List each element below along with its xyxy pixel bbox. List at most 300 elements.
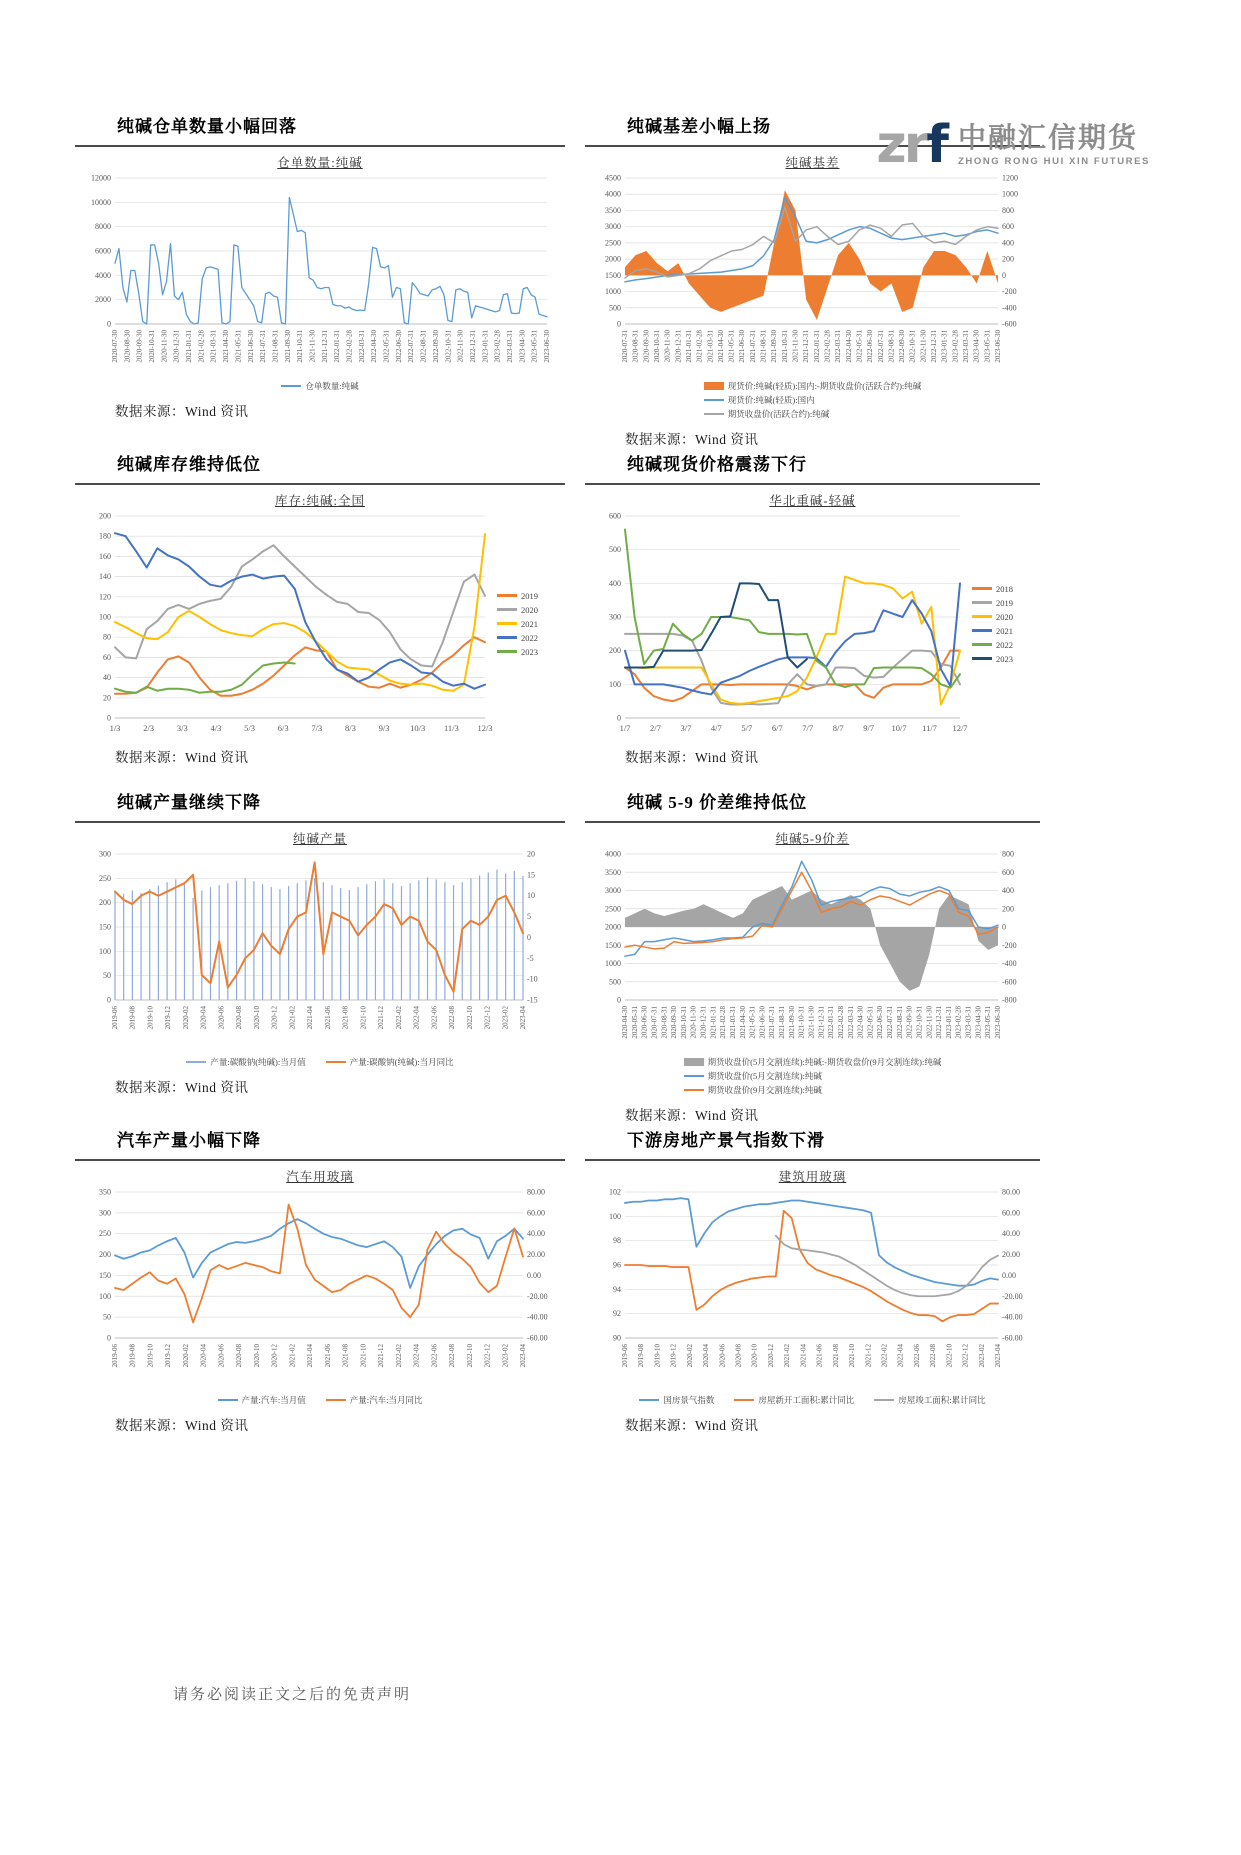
legend-swatch-icon bbox=[497, 608, 517, 611]
chart-spot-price bbox=[585, 491, 1040, 738]
svg-text:2021-05-31: 2021-05-31 bbox=[748, 1006, 757, 1039]
svg-text:2020-12-31: 2020-12-31 bbox=[699, 1006, 708, 1039]
legend-item bbox=[972, 640, 1030, 650]
svg-text:6000: 6000 bbox=[95, 246, 111, 256]
legend-label: 期货收盘价(活跃合约):纯碱 bbox=[727, 409, 830, 419]
svg-text:2022-01-31: 2022-01-31 bbox=[812, 330, 821, 363]
svg-text:6/3: 6/3 bbox=[277, 723, 289, 733]
svg-text:2023-02-28: 2023-02-28 bbox=[954, 1006, 963, 1039]
svg-text:2020-07-31: 2020-07-31 bbox=[650, 1006, 659, 1039]
legend-swatch-icon bbox=[704, 399, 724, 402]
svg-text:2019-12: 2019-12 bbox=[164, 1006, 173, 1030]
legend-swatch-icon bbox=[704, 382, 724, 390]
legend-swatch-icon bbox=[186, 1061, 206, 1064]
svg-text:2023-06-30: 2023-06-30 bbox=[994, 330, 1002, 363]
svg-text:2021-03-31: 2021-03-31 bbox=[728, 1006, 737, 1039]
chart-title: 库存:纯碱:全国 bbox=[275, 494, 365, 508]
legend-swatch-icon bbox=[972, 643, 992, 646]
chart-title: 纯碱5-9价差 bbox=[775, 832, 850, 846]
svg-text:-400: -400 bbox=[1002, 303, 1017, 313]
section-heading: 下游房地产景气指数下滑 bbox=[627, 1131, 825, 1150]
svg-text:11/7: 11/7 bbox=[922, 723, 937, 733]
svg-text:20: 20 bbox=[103, 693, 111, 703]
svg-text:2022-07-31: 2022-07-31 bbox=[886, 1006, 895, 1039]
chart-canvas bbox=[75, 1187, 559, 1392]
svg-text:2021-02-28: 2021-02-28 bbox=[719, 1006, 728, 1039]
svg-text:-600: -600 bbox=[1002, 977, 1017, 987]
chart-legend bbox=[585, 1394, 1040, 1406]
svg-text:200: 200 bbox=[1002, 904, 1014, 914]
svg-text:-60.00: -60.00 bbox=[1002, 1333, 1023, 1343]
svg-text:2021-11-30: 2021-11-30 bbox=[807, 1006, 816, 1039]
svg-text:300: 300 bbox=[99, 849, 111, 859]
svg-text:2022-06-30: 2022-06-30 bbox=[866, 330, 875, 363]
svg-text:2022-07-31: 2022-07-31 bbox=[407, 330, 416, 363]
svg-text:800: 800 bbox=[1002, 849, 1014, 859]
svg-text:2020-09-30: 2020-09-30 bbox=[670, 1006, 679, 1039]
legend-item bbox=[972, 654, 1030, 664]
svg-text:2020-05-31: 2020-05-31 bbox=[630, 1006, 639, 1039]
svg-text:-800: -800 bbox=[1002, 995, 1017, 1005]
svg-text:2021-09-30: 2021-09-30 bbox=[787, 1006, 796, 1039]
svg-text:2022-04-30: 2022-04-30 bbox=[370, 330, 379, 363]
svg-text:2021-05-31: 2021-05-31 bbox=[234, 330, 243, 363]
section-heading: 汽车产量小幅下降 bbox=[117, 1131, 261, 1150]
svg-text:2020-04: 2020-04 bbox=[702, 1344, 711, 1368]
legend-swatch-icon bbox=[972, 629, 992, 632]
svg-text:2021-06-30: 2021-06-30 bbox=[738, 330, 747, 363]
legend-swatch-icon bbox=[639, 1399, 659, 1402]
legend-item bbox=[684, 1056, 942, 1068]
svg-text:8000: 8000 bbox=[95, 222, 111, 232]
svg-text:2022-05-31: 2022-05-31 bbox=[855, 330, 864, 363]
svg-text:100: 100 bbox=[99, 1291, 111, 1301]
svg-text:3500: 3500 bbox=[605, 205, 621, 215]
svg-text:50: 50 bbox=[103, 1312, 111, 1322]
svg-text:2022-10: 2022-10 bbox=[465, 1006, 474, 1030]
svg-text:2023-04: 2023-04 bbox=[519, 1006, 527, 1030]
svg-text:2021-01-31: 2021-01-31 bbox=[684, 330, 693, 363]
svg-text:2021-02: 2021-02 bbox=[783, 1344, 792, 1368]
svg-text:2020-04: 2020-04 bbox=[199, 1006, 208, 1030]
section-5-9-spread bbox=[585, 776, 1040, 1123]
divider bbox=[585, 1159, 1040, 1161]
svg-text:8/3: 8/3 bbox=[345, 723, 356, 733]
svg-text:100: 100 bbox=[609, 679, 621, 689]
svg-text:2020-12-31: 2020-12-31 bbox=[674, 330, 683, 363]
svg-text:2021-11-30: 2021-11-30 bbox=[308, 330, 317, 363]
legend-swatch-icon bbox=[497, 594, 517, 597]
chart-canvas bbox=[75, 511, 497, 736]
svg-text:2021-12-31: 2021-12-31 bbox=[320, 330, 329, 363]
svg-text:60.00: 60.00 bbox=[527, 1208, 545, 1218]
legend-item bbox=[326, 1056, 454, 1068]
section-spot-price bbox=[585, 438, 1040, 776]
svg-text:2021-10-31: 2021-10-31 bbox=[780, 330, 789, 363]
chart-svg bbox=[75, 849, 559, 1054]
svg-text:2020-10-31: 2020-10-31 bbox=[148, 330, 157, 363]
svg-text:2020-06: 2020-06 bbox=[217, 1344, 226, 1368]
svg-text:3000: 3000 bbox=[605, 886, 621, 895]
svg-text:2023-03-31: 2023-03-31 bbox=[505, 330, 514, 363]
svg-text:2022-06-30: 2022-06-30 bbox=[394, 330, 403, 363]
section-heading: 纯碱现货价格震荡下行 bbox=[627, 455, 807, 474]
svg-text:2022-06: 2022-06 bbox=[430, 1006, 439, 1030]
svg-text:3500: 3500 bbox=[605, 867, 621, 877]
svg-text:2022-03-31: 2022-03-31 bbox=[846, 1006, 855, 1039]
svg-text:2019-08: 2019-08 bbox=[128, 1344, 137, 1368]
svg-text:0: 0 bbox=[617, 995, 621, 1005]
svg-text:2022-12-31: 2022-12-31 bbox=[935, 1006, 944, 1039]
legend-label: 2022 bbox=[521, 632, 538, 643]
svg-text:2023-06-30: 2023-06-30 bbox=[994, 1006, 1002, 1039]
svg-text:2022-11-30: 2022-11-30 bbox=[925, 1006, 934, 1039]
svg-text:2021-09-30: 2021-09-30 bbox=[770, 330, 779, 363]
svg-text:2023-02-28: 2023-02-28 bbox=[951, 330, 960, 363]
legend-item bbox=[684, 1070, 822, 1082]
data-source: 数据来源：Wind 资讯 bbox=[625, 432, 759, 447]
svg-text:4500: 4500 bbox=[605, 173, 621, 183]
svg-text:1/3: 1/3 bbox=[109, 723, 121, 733]
svg-text:2022-02-28: 2022-02-28 bbox=[345, 330, 354, 363]
chart-title: 纯碱产量 bbox=[292, 832, 347, 846]
legend-label: 产量:碳酸钠(纯碱):当月值 bbox=[210, 1057, 306, 1067]
svg-text:2022-02: 2022-02 bbox=[880, 1344, 889, 1368]
svg-text:2022-08: 2022-08 bbox=[448, 1006, 457, 1030]
svg-text:5/3: 5/3 bbox=[244, 723, 255, 733]
legend-label: 2021 bbox=[996, 625, 1013, 636]
logo-mark-icon bbox=[876, 115, 946, 175]
legend-item bbox=[186, 1056, 305, 1068]
chart-legend-right bbox=[972, 584, 1030, 664]
svg-text:2020-08: 2020-08 bbox=[235, 1344, 244, 1368]
svg-text:0: 0 bbox=[107, 713, 111, 723]
chart-warehouse-receipts bbox=[75, 153, 565, 392]
chart-legend-right bbox=[497, 591, 555, 657]
svg-text:250: 250 bbox=[99, 873, 111, 883]
charts-grid bbox=[75, 100, 1040, 1452]
legend-swatch-icon bbox=[734, 1399, 754, 1402]
svg-text:2021-07-31: 2021-07-31 bbox=[259, 330, 268, 363]
svg-text:2021-04: 2021-04 bbox=[306, 1344, 315, 1368]
svg-text:2022-04: 2022-04 bbox=[412, 1344, 421, 1368]
svg-text:-400: -400 bbox=[1002, 959, 1017, 968]
svg-text:2022-01-31: 2022-01-31 bbox=[827, 1006, 836, 1039]
svg-text:2022-09-30: 2022-09-30 bbox=[431, 330, 440, 363]
svg-text:2023-05-31: 2023-05-31 bbox=[983, 330, 992, 363]
svg-text:2022-12-31: 2022-12-31 bbox=[930, 330, 939, 363]
svg-text:2022-12: 2022-12 bbox=[483, 1006, 492, 1030]
divider bbox=[75, 145, 565, 147]
chart-5-9-spread bbox=[585, 829, 1040, 1096]
legend-label: 产量:汽车:当月值 bbox=[241, 1395, 306, 1405]
svg-text:2021-07-31: 2021-07-31 bbox=[748, 330, 757, 363]
svg-text:2022-02: 2022-02 bbox=[394, 1344, 403, 1368]
section-warehouse-receipts bbox=[75, 100, 565, 438]
svg-text:2022-12-31: 2022-12-31 bbox=[468, 330, 477, 363]
svg-text:2021-06-30: 2021-06-30 bbox=[246, 330, 255, 363]
svg-text:2023-05-31: 2023-05-31 bbox=[530, 330, 539, 363]
chart-auto-glass bbox=[75, 1167, 565, 1406]
legend-swatch-icon bbox=[497, 636, 517, 639]
svg-text:2023-04-30: 2023-04-30 bbox=[518, 330, 527, 363]
svg-text:11/3: 11/3 bbox=[443, 723, 459, 733]
legend-item bbox=[497, 633, 555, 643]
svg-text:0: 0 bbox=[107, 319, 111, 329]
svg-text:2020-12: 2020-12 bbox=[766, 1344, 775, 1368]
svg-text:2023-04-30: 2023-04-30 bbox=[974, 1006, 983, 1039]
svg-text:2021-07-31: 2021-07-31 bbox=[768, 1006, 777, 1039]
svg-text:2021-12: 2021-12 bbox=[377, 1006, 386, 1030]
legend-label: 2019 bbox=[996, 597, 1013, 608]
section-real-estate bbox=[585, 1114, 1040, 1452]
legend-swatch-icon bbox=[218, 1399, 238, 1402]
svg-text:2020-10: 2020-10 bbox=[750, 1344, 759, 1368]
svg-text:2020-07-31: 2020-07-31 bbox=[621, 330, 629, 363]
svg-text:80.00: 80.00 bbox=[527, 1187, 545, 1197]
legend-item bbox=[734, 1394, 854, 1406]
svg-text:1200: 1200 bbox=[1002, 173, 1018, 183]
divider bbox=[75, 821, 565, 823]
section-heading: 纯碱 5-9 价差维持低位 bbox=[627, 793, 808, 812]
chart-legend bbox=[684, 1056, 942, 1096]
svg-text:2023-02: 2023-02 bbox=[977, 1344, 986, 1368]
svg-text:2022-05-31: 2022-05-31 bbox=[866, 1006, 875, 1039]
legend-swatch-icon bbox=[972, 615, 992, 618]
svg-text:2023-04: 2023-04 bbox=[994, 1344, 1002, 1368]
svg-text:2022-01-31: 2022-01-31 bbox=[333, 330, 342, 363]
svg-text:2021-08: 2021-08 bbox=[341, 1344, 350, 1368]
legend-item bbox=[972, 584, 1030, 594]
svg-text:2020-11-30: 2020-11-30 bbox=[160, 330, 169, 363]
svg-text:5/7: 5/7 bbox=[741, 723, 753, 733]
svg-text:3/7: 3/7 bbox=[680, 723, 692, 733]
svg-text:2020-11-30: 2020-11-30 bbox=[663, 330, 672, 363]
legend-item bbox=[639, 1394, 714, 1406]
svg-text:2023-01-31: 2023-01-31 bbox=[940, 330, 949, 363]
svg-text:-200: -200 bbox=[1002, 940, 1017, 950]
svg-text:50: 50 bbox=[103, 971, 111, 981]
svg-text:12/3: 12/3 bbox=[477, 723, 493, 733]
svg-text:2021-10: 2021-10 bbox=[359, 1344, 368, 1368]
svg-text:60: 60 bbox=[103, 652, 111, 662]
svg-text:2019-10: 2019-10 bbox=[146, 1006, 155, 1030]
chart-svg bbox=[75, 173, 559, 378]
svg-text:2500: 2500 bbox=[605, 238, 621, 248]
svg-text:2/3: 2/3 bbox=[143, 723, 155, 733]
svg-text:-5: -5 bbox=[527, 953, 534, 963]
svg-text:200: 200 bbox=[99, 898, 111, 908]
svg-text:2022-03-31: 2022-03-31 bbox=[357, 330, 366, 363]
svg-text:2020-10: 2020-10 bbox=[252, 1344, 261, 1368]
chart-legend bbox=[75, 380, 565, 392]
svg-text:-20.00: -20.00 bbox=[1002, 1291, 1023, 1301]
svg-text:400: 400 bbox=[1002, 238, 1014, 248]
data-source: 数据来源：Wind 资讯 bbox=[625, 1108, 759, 1123]
svg-text:2022-08: 2022-08 bbox=[448, 1344, 457, 1368]
svg-text:2020-06: 2020-06 bbox=[718, 1344, 727, 1368]
divider bbox=[585, 821, 1040, 823]
chart-title: 华北重碱-轻碱 bbox=[769, 494, 856, 508]
svg-text:2000: 2000 bbox=[605, 922, 621, 932]
svg-text:0: 0 bbox=[1002, 270, 1006, 280]
svg-text:2022-11-30: 2022-11-30 bbox=[919, 330, 928, 363]
chart-svg bbox=[585, 511, 972, 736]
section-production bbox=[75, 776, 565, 1114]
svg-text:5: 5 bbox=[527, 912, 531, 922]
divider bbox=[75, 483, 565, 485]
svg-text:-15: -15 bbox=[527, 995, 538, 1005]
section-heading: 纯碱产量继续下降 bbox=[117, 793, 261, 812]
svg-text:2022-10-31: 2022-10-31 bbox=[915, 1006, 924, 1039]
svg-text:600: 600 bbox=[609, 511, 621, 521]
chart-svg bbox=[75, 1187, 559, 1392]
svg-text:94: 94 bbox=[613, 1284, 621, 1294]
svg-text:0: 0 bbox=[617, 319, 621, 329]
svg-text:2021-03-31: 2021-03-31 bbox=[706, 330, 715, 363]
svg-text:2020-09-30: 2020-09-30 bbox=[135, 330, 144, 363]
svg-text:2020-02: 2020-02 bbox=[181, 1344, 190, 1368]
chart-canvas bbox=[585, 173, 1034, 378]
svg-text:2021-12: 2021-12 bbox=[864, 1344, 873, 1368]
legend-swatch-icon bbox=[497, 650, 517, 653]
svg-text:2020-08-31: 2020-08-31 bbox=[631, 330, 640, 363]
svg-text:2021-01-31: 2021-01-31 bbox=[185, 330, 194, 363]
svg-text:2022-05-31: 2022-05-31 bbox=[382, 330, 391, 363]
svg-text:2020-10: 2020-10 bbox=[252, 1006, 261, 1030]
svg-text:2022-09-30: 2022-09-30 bbox=[905, 1006, 914, 1039]
section-heading: 纯碱库存维持低位 bbox=[117, 455, 261, 474]
legend-label: 期货收盘价(5月交割连续):纯碱 bbox=[707, 1071, 822, 1081]
svg-text:2022-07-31: 2022-07-31 bbox=[876, 330, 885, 363]
svg-text:2020-02: 2020-02 bbox=[685, 1344, 694, 1368]
svg-text:2020-06-30: 2020-06-30 bbox=[640, 1006, 649, 1039]
svg-text:9/3: 9/3 bbox=[378, 723, 390, 733]
svg-text:2021-02: 2021-02 bbox=[288, 1006, 297, 1030]
svg-text:0.00: 0.00 bbox=[527, 1270, 541, 1280]
svg-text:20.00: 20.00 bbox=[527, 1250, 545, 1260]
svg-text:2021-06: 2021-06 bbox=[323, 1006, 332, 1030]
svg-text:2021-02: 2021-02 bbox=[288, 1344, 297, 1368]
svg-text:10: 10 bbox=[527, 891, 535, 901]
legend-label: 仓单数量:纯碱 bbox=[305, 381, 359, 391]
svg-text:400: 400 bbox=[1002, 886, 1014, 895]
svg-text:2021-09-30: 2021-09-30 bbox=[283, 330, 292, 363]
svg-text:2020-02: 2020-02 bbox=[181, 1006, 190, 1030]
svg-text:600: 600 bbox=[1002, 867, 1014, 877]
svg-text:200: 200 bbox=[99, 1250, 111, 1260]
legend-swatch-icon bbox=[704, 413, 724, 416]
legend-item bbox=[704, 380, 922, 392]
svg-text:2021-08: 2021-08 bbox=[831, 1344, 840, 1368]
svg-text:2019-06: 2019-06 bbox=[621, 1344, 629, 1368]
legend-item bbox=[972, 598, 1030, 608]
svg-text:2021-12-31: 2021-12-31 bbox=[802, 330, 811, 363]
legend-label: 2022 bbox=[996, 639, 1013, 650]
svg-text:0: 0 bbox=[107, 1333, 111, 1343]
legend-swatch-icon bbox=[281, 385, 301, 388]
svg-text:92: 92 bbox=[613, 1309, 621, 1319]
chart-title: 建筑用玻璃 bbox=[778, 1170, 847, 1184]
data-source: 数据来源：Wind 资讯 bbox=[625, 750, 759, 765]
data-source: 数据来源：Wind 资讯 bbox=[115, 404, 249, 419]
svg-text:-60.00: -60.00 bbox=[527, 1333, 548, 1343]
svg-text:2022-08-31: 2022-08-31 bbox=[887, 330, 896, 363]
svg-text:2022-06: 2022-06 bbox=[430, 1344, 439, 1368]
legend-label: 期货收盘价(5月交割连续):纯碱:-期货收盘价(9月交割连续):纯碱 bbox=[707, 1057, 942, 1067]
chart-title: 汽车用玻璃 bbox=[286, 1170, 354, 1184]
svg-text:500: 500 bbox=[609, 545, 621, 555]
svg-text:12000: 12000 bbox=[91, 173, 111, 183]
svg-text:60.00: 60.00 bbox=[1002, 1208, 1020, 1218]
svg-text:40.00: 40.00 bbox=[527, 1229, 545, 1239]
legend-swatch-icon bbox=[326, 1061, 346, 1064]
legend-item bbox=[874, 1394, 985, 1406]
legend-item bbox=[972, 626, 1030, 636]
svg-text:1000: 1000 bbox=[605, 287, 621, 297]
legend-label: 产量:碳酸钠(纯碱):当月同比 bbox=[349, 1057, 454, 1067]
chart-inventory bbox=[75, 491, 565, 738]
svg-text:300: 300 bbox=[609, 612, 621, 622]
svg-text:1500: 1500 bbox=[605, 270, 621, 280]
svg-text:6/7: 6/7 bbox=[771, 723, 783, 733]
svg-text:2021-10-31: 2021-10-31 bbox=[296, 330, 305, 363]
svg-text:2022-02-28: 2022-02-28 bbox=[836, 1006, 845, 1039]
svg-text:2020-09-30: 2020-09-30 bbox=[642, 330, 651, 363]
svg-text:2023-01-31: 2023-01-31 bbox=[481, 330, 490, 363]
svg-text:2022-04-30: 2022-04-30 bbox=[844, 330, 853, 363]
svg-text:-20.00: -20.00 bbox=[527, 1291, 548, 1301]
svg-text:4/7: 4/7 bbox=[710, 723, 722, 733]
svg-text:200: 200 bbox=[1002, 254, 1014, 264]
svg-text:0.00: 0.00 bbox=[1002, 1270, 1016, 1280]
svg-text:4000: 4000 bbox=[605, 849, 621, 859]
svg-text:2019-08: 2019-08 bbox=[637, 1344, 646, 1368]
svg-text:1/7: 1/7 bbox=[619, 723, 631, 733]
svg-text:2021-08-31: 2021-08-31 bbox=[759, 330, 768, 363]
legend-item bbox=[218, 1394, 306, 1406]
svg-text:2022-10: 2022-10 bbox=[465, 1344, 474, 1368]
svg-text:2021-06: 2021-06 bbox=[323, 1344, 332, 1368]
svg-text:2021-10: 2021-10 bbox=[359, 1006, 368, 1030]
svg-text:8/7: 8/7 bbox=[832, 723, 844, 733]
legend-label: 2021 bbox=[521, 618, 538, 629]
svg-text:10/3: 10/3 bbox=[410, 723, 426, 733]
svg-text:2500: 2500 bbox=[605, 904, 621, 914]
svg-text:2021-01-31: 2021-01-31 bbox=[709, 1006, 718, 1039]
svg-text:2022-10-31: 2022-10-31 bbox=[908, 330, 917, 363]
svg-text:20: 20 bbox=[527, 849, 535, 859]
svg-text:0: 0 bbox=[1002, 922, 1006, 932]
logo-zr: zr bbox=[876, 115, 927, 175]
svg-text:140: 140 bbox=[99, 572, 111, 582]
legend-label: 现货价:纯碱(轻质):国内 bbox=[727, 395, 815, 405]
logo-f: f bbox=[926, 115, 946, 175]
legend-item bbox=[497, 619, 555, 629]
svg-text:-600: -600 bbox=[1002, 319, 1017, 329]
svg-text:180: 180 bbox=[99, 531, 111, 541]
legend-swatch-icon bbox=[684, 1075, 704, 1078]
svg-text:98: 98 bbox=[613, 1236, 621, 1246]
company-logo bbox=[876, 115, 1150, 175]
svg-text:7/3: 7/3 bbox=[311, 723, 323, 733]
svg-text:2000: 2000 bbox=[95, 295, 111, 305]
svg-text:2021-10-31: 2021-10-31 bbox=[797, 1006, 806, 1039]
report-page bbox=[0, 100, 1241, 1855]
svg-text:4000: 4000 bbox=[605, 189, 621, 199]
legend-label: 2018 bbox=[996, 583, 1013, 594]
svg-text:90: 90 bbox=[613, 1333, 621, 1343]
